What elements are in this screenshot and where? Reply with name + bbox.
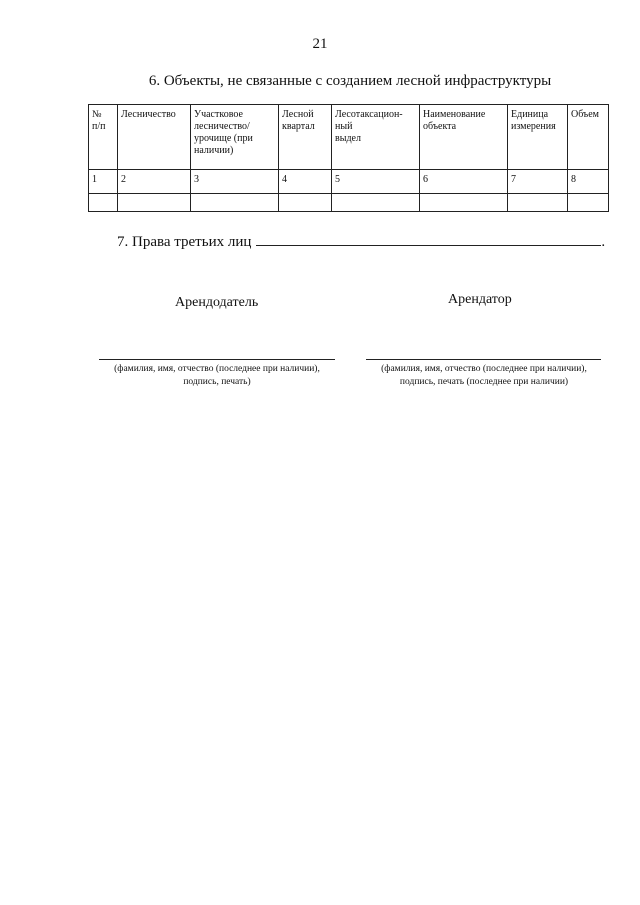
table-cell-empty[interactable] [332, 194, 420, 212]
third-party-rights-end-mark: . [601, 234, 606, 250]
tenant-signature-line[interactable] [366, 359, 601, 360]
page-number: 21 [312, 36, 328, 52]
landlord-label: Арендодатель [175, 295, 259, 310]
table-header-cell: Лесничество [118, 105, 191, 170]
table-cell-empty[interactable] [118, 194, 191, 212]
table-cell: 7 [508, 170, 568, 194]
landlord-signature-caption: (фамилия, имя, отчество (последнее при наличии), подпись, печать) [114, 364, 320, 388]
table-cell-empty[interactable] [89, 194, 118, 212]
tenant-signature-caption: (фамилия, имя, отчество (последнее при наличии), подпись, печать (последнее при наличии) [381, 364, 587, 388]
table-header-cell: № п/п [89, 105, 118, 170]
table-cell-empty[interactable] [420, 194, 508, 212]
table-cell-empty[interactable] [568, 194, 609, 212]
table-header-cell: Участковое лесничество/ урочище (при наличии) [191, 105, 279, 170]
table-header-row [89, 105, 609, 170]
tenant-label: Арендатор [448, 292, 512, 307]
landlord-signature-line[interactable] [99, 359, 335, 360]
table-row-empty [89, 194, 609, 212]
table-header-cell: Лесной квартал [279, 105, 332, 170]
table-cell-empty[interactable] [508, 194, 568, 212]
table-cell-empty[interactable] [191, 194, 279, 212]
table-header-cell: Наименование объекта [420, 105, 508, 170]
table-cell: 5 [332, 170, 420, 194]
table-cell: 3 [191, 170, 279, 194]
third-party-rights-label: 7. Права третьих лиц [117, 234, 252, 250]
table-cell: 2 [118, 170, 191, 194]
section-6-title: 6. Объекты, не связанные с созданием лесной инфраструктуры [148, 73, 552, 89]
table-cell: 8 [568, 170, 609, 194]
table-header-cell: Единица измерения [508, 105, 568, 170]
third-party-rights-blank[interactable] [256, 232, 601, 246]
third-party-rights-line [117, 232, 605, 251]
table-cell-empty[interactable] [279, 194, 332, 212]
table-header-cell: Лесотаксацион- ный выдел [332, 105, 420, 170]
table-header-cell: Объем [568, 105, 609, 170]
table-cell: 4 [279, 170, 332, 194]
objects-table [88, 104, 609, 212]
table-cell: 1 [89, 170, 118, 194]
table-row-column-numbers [89, 170, 609, 194]
table-cell: 6 [420, 170, 508, 194]
